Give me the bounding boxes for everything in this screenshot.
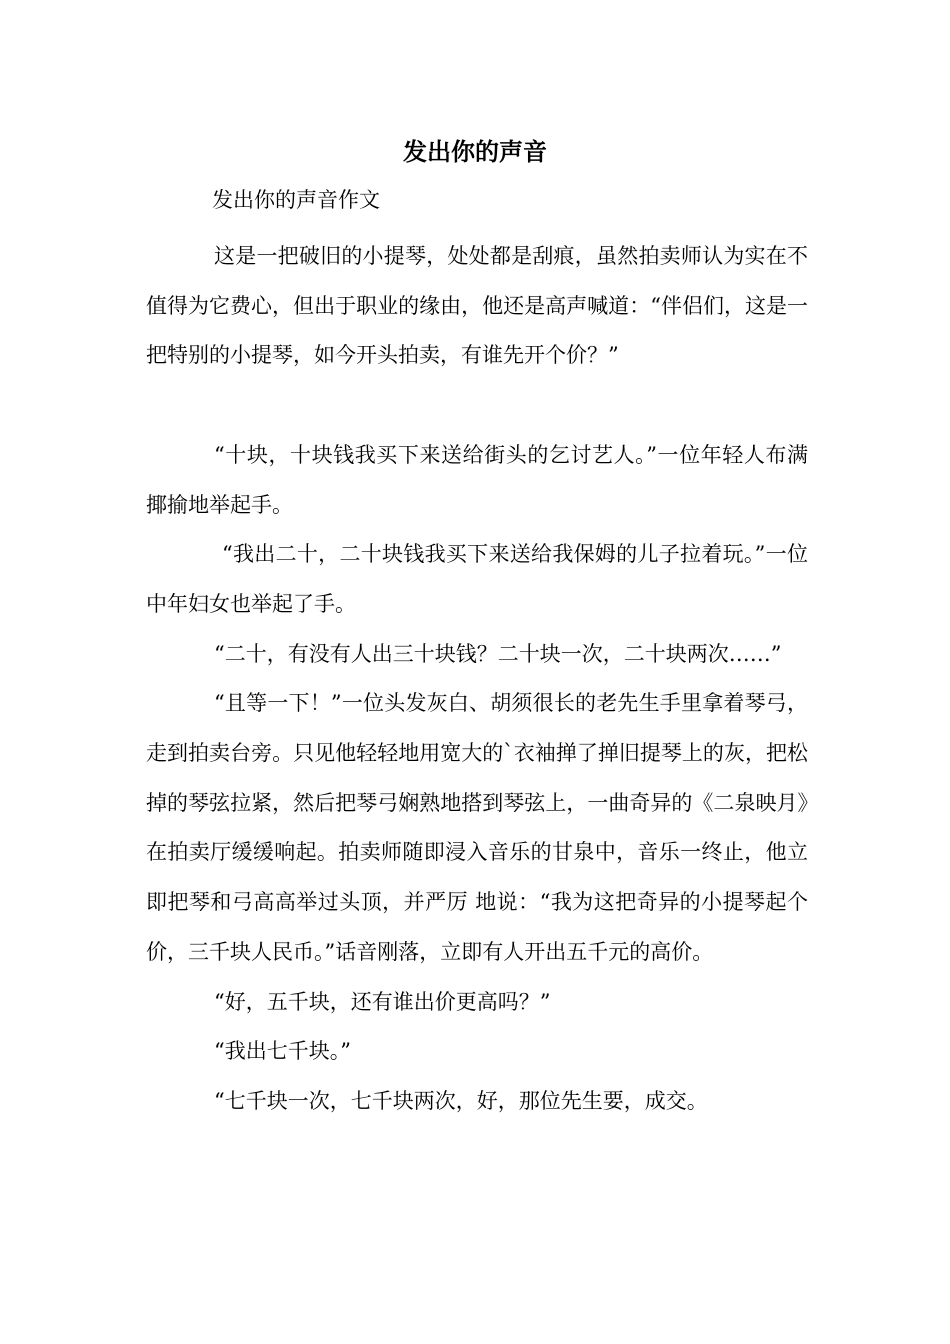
document-subtitle: 发出你的声音作文 xyxy=(212,188,380,212)
paragraph: “我出七千块。” xyxy=(214,1039,351,1064)
paragraph: “我出二十，二十块钱我买下来送给我保姆的儿子拉着玩。”一位中年妇女也举起了手。 xyxy=(146,542,808,616)
document-body xyxy=(146,232,808,1127)
paragraph: 这是一把破旧的小提琴，处处都是刮痕，虽然拍卖师认为实在不值得为它费心，但出于职业的缘由，他还是高声喊道：“伴侣们，这是一把特别的小提琴，如今开头拍卖，有谁先开个价？” xyxy=(146,244,808,368)
document-title: 发出你的声音 xyxy=(403,137,547,166)
paragraph: “好，五千块，还有谁出价更高吗？” xyxy=(214,989,551,1014)
blank-line xyxy=(146,381,808,431)
paragraph: “十块，十块钱我买下来送给街头的乞讨艺人。”一位年轻人布满揶揄地举起手。 xyxy=(146,442,808,517)
paragraph: “且等一下！”一位头发灰白、胡须很长的老先生手里拿着琴弓，走到拍卖台旁。只见他轻轻地用宽大的`衣袖掸了掸旧提琴上的灰，把松掉的琴弦拉紧，然后把琴弓娴熟地搭到琴弦上，一曲奇异的《二泉映月》在拍卖厅缓缓响起。拍卖师随即浸入音乐的甘泉中，音乐一终止，他立即把琴和弓高高举过头顶，并严厉 地说：“我为这把奇异的小提琴起个价，三千块人民币。”话音刚落，立即有人开出五千元的高价。 xyxy=(146,691,808,964)
paragraph: “七千块一次，七千块两次，好，那位先生要，成交。 xyxy=(214,1088,708,1113)
paragraph: “二十，有没有人出三十块钱？二十块一次，二十块两次……” xyxy=(214,641,782,666)
